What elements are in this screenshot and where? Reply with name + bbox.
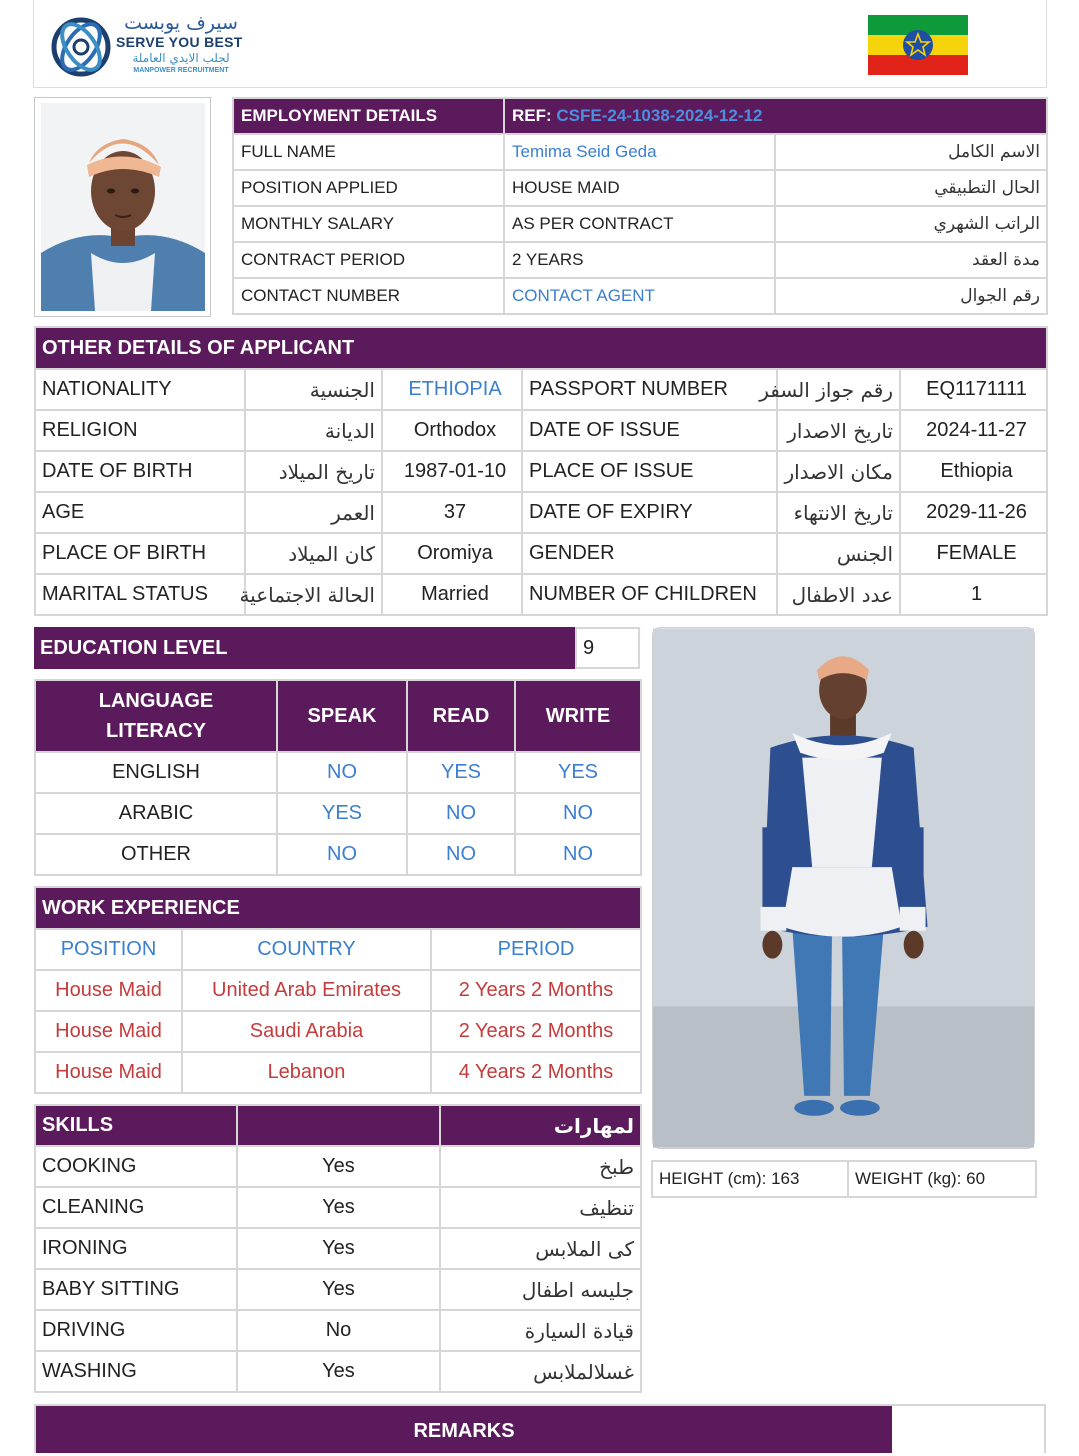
height-value: HEIGHT (cm): 163 <box>652 1161 848 1197</box>
field-label-arabic: الجنس <box>777 533 900 574</box>
skill-name-arabic: جليسه اطفال <box>440 1269 641 1310</box>
skills-heading-arabic: لمهارات <box>440 1105 641 1146</box>
skill-name-arabic: كى الملابس <box>440 1228 641 1269</box>
company-logo-icon <box>50 16 112 78</box>
read-column-header: READ <box>407 680 515 752</box>
skill-name: DRIVING <box>35 1310 237 1351</box>
field-label: RELIGION <box>35 410 245 451</box>
table-row <box>35 369 1047 410</box>
read-value: NO <box>407 834 515 875</box>
table-row <box>233 206 1047 242</box>
skill-name: IRONING <box>35 1228 237 1269</box>
applicant-full-body-photo <box>652 627 1035 1149</box>
skill-name-arabic: قيادة السيارة <box>440 1310 641 1351</box>
table-row <box>35 1052 641 1093</box>
logo-subtitle: MANPOWER RECRUITMENT <box>133 67 229 74</box>
field-label-arabic: الجنسية <box>245 369 382 410</box>
table-row <box>35 1187 641 1228</box>
logo-arabic-subtitle: لجلب الايدي العاملة <box>132 51 230 65</box>
field-label: PLACE OF BIRTH <box>35 533 245 574</box>
table-row <box>35 1146 641 1187</box>
table-header-row <box>35 929 641 970</box>
field-label-arabic: مكان الاصدار <box>777 451 900 492</box>
field-label-arabic: الحالة الاجتماعية <box>245 574 382 615</box>
field-label: MARITAL STATUS <box>35 574 245 615</box>
language-name: ARABIC <box>35 793 277 834</box>
date-of-issue-value: 2024-11-27 <box>900 410 1047 451</box>
education-level-value: 9 <box>575 627 640 669</box>
skill-value: Yes <box>237 1187 440 1228</box>
write-value: NO <box>515 793 641 834</box>
full-name-value: Temima Seid Geda <box>504 134 775 170</box>
speak-value: YES <box>277 793 407 834</box>
place-of-birth-value: Oromiya <box>382 533 522 574</box>
other-details-table <box>34 326 1048 616</box>
reference-label: REF: <box>512 106 552 125</box>
employment-details-heading: EMPLOYMENT DETAILS <box>233 98 504 134</box>
field-label: GENDER <box>522 533 777 574</box>
table-row <box>233 278 1047 314</box>
skill-name-arabic: غسلالملابس <box>440 1351 641 1392</box>
skill-value: Yes <box>237 1146 440 1187</box>
ethiopia-flag-icon <box>868 15 968 75</box>
skill-value: Yes <box>237 1269 440 1310</box>
skill-name-arabic: تنظيف <box>440 1187 641 1228</box>
reference-number: CSFE-24-1038-2024-12-12 <box>556 106 763 125</box>
field-label: NUMBER OF CHILDREN <box>522 574 777 615</box>
field-label: DATE OF ISSUE <box>522 410 777 451</box>
skill-value: No <box>237 1310 440 1351</box>
table-row <box>233 242 1047 278</box>
contact-agent-link[interactable]: CONTACT AGENT <box>504 278 775 314</box>
reference-cell <box>504 98 1047 134</box>
work-period: 2 Years 2 Months <box>431 970 641 1011</box>
education-level-label: EDUCATION LEVEL <box>34 627 575 669</box>
position-value: HOUSE MAID <box>504 170 775 206</box>
table-row <box>35 752 641 793</box>
position-column-header: POSITION <box>35 929 182 970</box>
remarks-heading: REMARKS <box>36 1406 892 1453</box>
place-of-issue-value: Ethiopia <box>900 451 1047 492</box>
work-position: House Maid <box>35 1052 182 1093</box>
skill-name: CLEANING <box>35 1187 237 1228</box>
field-label: AGE <box>35 492 245 533</box>
read-value: YES <box>407 752 515 793</box>
field-label-arabic: تاريخ الانتهاء <box>777 492 900 533</box>
field-label: POSITION APPLIED <box>233 170 504 206</box>
weight-value: WEIGHT (kg): 60 <box>848 1161 1036 1197</box>
table-row <box>35 834 641 875</box>
table-row <box>35 1310 641 1351</box>
other-details-heading: OTHER DETAILS OF APPLICANT <box>35 327 1047 369</box>
field-label-arabic: تاريخ الميلاد <box>245 451 382 492</box>
skill-value: Yes <box>237 1228 440 1269</box>
work-country: United Arab Emirates <box>182 970 431 1011</box>
field-label-arabic: الاسم الكامل <box>775 134 1047 170</box>
language-name: OTHER <box>35 834 277 875</box>
language-literacy-heading: LANGUAGE LITERACY <box>35 680 277 752</box>
table-row <box>35 410 1047 451</box>
skill-name: BABY SITTING <box>35 1269 237 1310</box>
table-row <box>35 1351 641 1392</box>
table-row <box>35 1269 641 1310</box>
speak-value: NO <box>277 834 407 875</box>
passport-number-value: EQ1171111 <box>900 369 1047 410</box>
field-label: PLACE OF ISSUE <box>522 451 777 492</box>
table-row <box>233 170 1047 206</box>
skill-name: COOKING <box>35 1146 237 1187</box>
work-position: House Maid <box>35 1011 182 1052</box>
period-column-header: PERIOD <box>431 929 641 970</box>
date-of-birth-value: 1987-01-10 <box>382 451 522 492</box>
height-weight-table <box>651 1160 1037 1198</box>
field-label-arabic: رقم الجوال <box>775 278 1047 314</box>
country-column-header: COUNTRY <box>182 929 431 970</box>
write-value: NO <box>515 834 641 875</box>
work-experience-table <box>34 886 642 1094</box>
skills-table <box>34 1104 642 1393</box>
field-label: DATE OF BIRTH <box>35 451 245 492</box>
speak-column-header: SPEAK <box>277 680 407 752</box>
work-period: 2 Years 2 Months <box>431 1011 641 1052</box>
field-label-arabic: رقم جواز السفر <box>777 369 900 410</box>
field-label-arabic: تاريخ الاصدار <box>777 410 900 451</box>
salary-value: AS PER CONTRACT <box>504 206 775 242</box>
logo-arabic-name: سيرف يوبست <box>124 12 238 34</box>
company-logo-text <box>116 12 246 75</box>
field-label-arabic: الحال التطبيقي <box>775 170 1047 206</box>
field-label: DATE OF EXPIRY <box>522 492 777 533</box>
skill-name: WASHING <box>35 1351 237 1392</box>
read-value: NO <box>407 793 515 834</box>
field-label-arabic: عدد الاطفال <box>777 574 900 615</box>
table-row <box>35 970 641 1011</box>
table-row <box>35 793 641 834</box>
work-position: House Maid <box>35 970 182 1011</box>
table-row <box>35 1011 641 1052</box>
work-country: Lebanon <box>182 1052 431 1093</box>
marital-status-value: Married <box>382 574 522 615</box>
number-of-children-value: 1 <box>900 574 1047 615</box>
language-literacy-table <box>34 679 642 876</box>
skill-value: Yes <box>237 1351 440 1392</box>
applicant-portrait-photo <box>41 103 205 311</box>
age-value: 37 <box>382 492 522 533</box>
field-label: NATIONALITY <box>35 369 245 410</box>
table-row <box>35 492 1047 533</box>
logo-english-name: SERVE YOU BEST <box>116 34 243 50</box>
religion-value: Orthodox <box>382 410 522 451</box>
work-country: Saudi Arabia <box>182 1011 431 1052</box>
contract-period-value: 2 YEARS <box>504 242 775 278</box>
skills-heading-spacer <box>237 1105 440 1146</box>
skill-name-arabic: طبخ <box>440 1146 641 1187</box>
field-label: PASSPORT NUMBER <box>522 369 777 410</box>
write-value: YES <box>515 752 641 793</box>
field-label-arabic: كان الميلاد <box>245 533 382 574</box>
date-of-expiry-value: 2029-11-26 <box>900 492 1047 533</box>
field-label-arabic: الديانة <box>245 410 382 451</box>
skills-heading: SKILLS <box>35 1105 237 1146</box>
speak-value: NO <box>277 752 407 793</box>
language-name: ENGLISH <box>35 752 277 793</box>
field-label-arabic: مدة العقد <box>775 242 1047 278</box>
field-label: CONTACT NUMBER <box>233 278 504 314</box>
field-label-arabic: العمر <box>245 492 382 533</box>
field-label: CONTRACT PERIOD <box>233 242 504 278</box>
field-label: MONTHLY SALARY <box>233 206 504 242</box>
table-row <box>35 451 1047 492</box>
table-row <box>35 533 1047 574</box>
gender-value: FEMALE <box>900 533 1047 574</box>
field-label: FULL NAME <box>233 134 504 170</box>
table-row <box>35 574 1047 615</box>
work-experience-heading: WORK EXPERIENCE <box>35 887 641 929</box>
table-row <box>233 134 1047 170</box>
employment-details-table <box>232 97 1048 315</box>
nationality-value: ETHIOPIA <box>382 369 522 410</box>
write-column-header: WRITE <box>515 680 641 752</box>
field-label-arabic: الراتب الشهري <box>775 206 1047 242</box>
table-row <box>35 1228 641 1269</box>
work-period: 4 Years 2 Months <box>431 1052 641 1093</box>
